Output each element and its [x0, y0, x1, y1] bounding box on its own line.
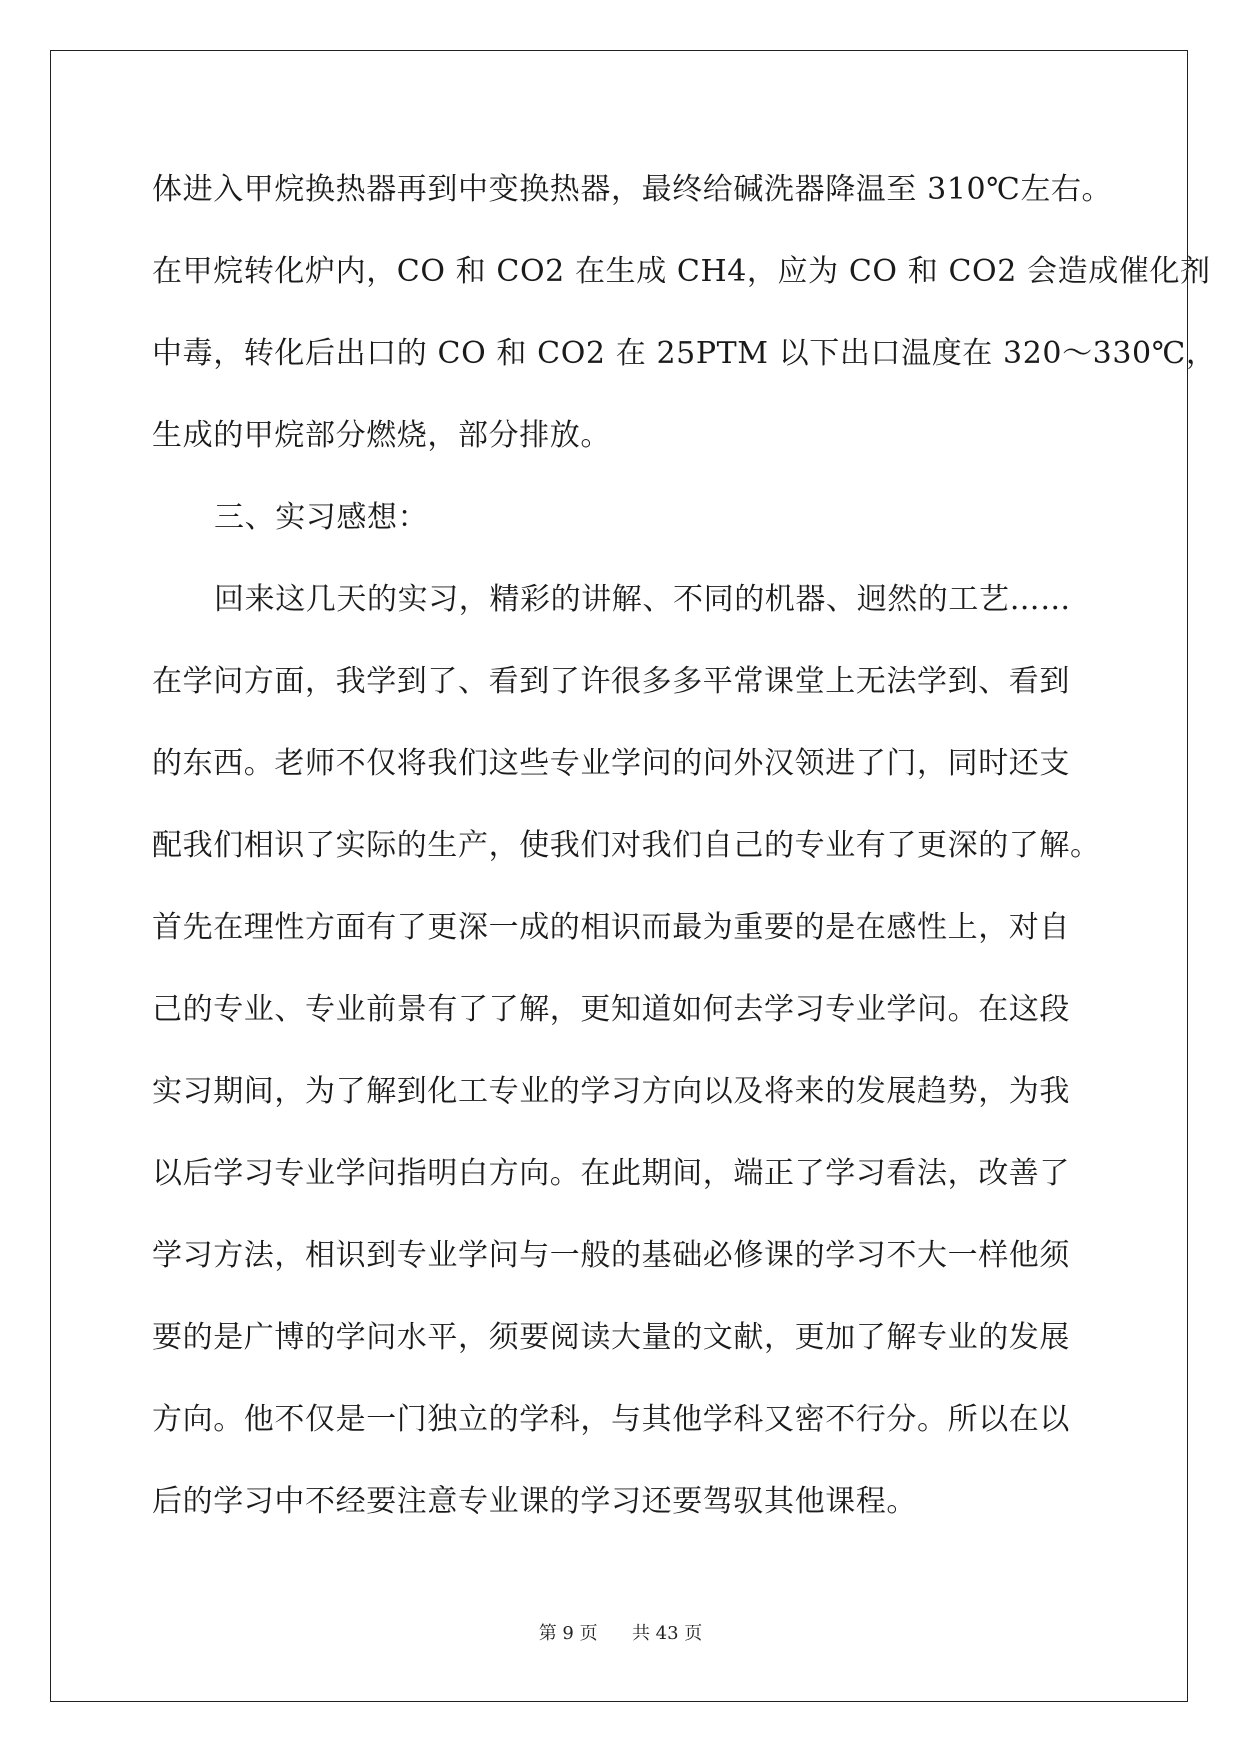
text-line: 的东西。老师不仅将我们这些专业学问的问外汉领进了门，同时还支 [152, 746, 1070, 781]
text-line: 后的学习中不经要注意专业课的学习还要驾驭其他课程。 [152, 1484, 917, 1519]
text-line: 在学问方面，我学到了、看到了许很多多平常课堂上无法学到、看到 [152, 664, 1070, 699]
text-line: 生成的甲烷部分燃烧，部分排放。 [152, 418, 611, 453]
text-line: 配我们相识了实际的生产，使我们对我们自己的专业有了更深的了解。 [152, 828, 1101, 863]
page-footer [0, 1623, 1241, 1645]
text-line: 要的是广博的学问水平，须要阅读大量的文献，更加了解专业的发展 [152, 1320, 1070, 1355]
page-number: 第 9 页 [538, 1623, 598, 1644]
text-line: 己的专业、专业前景有了了解，更知道如何去学习专业学问。在这段 [152, 992, 1070, 1027]
page-total: 共 43 页 [631, 1623, 703, 1644]
text-line: 以后学习专业学问指明白方向。在此期间，端正了学习看法，改善了 [152, 1156, 1070, 1191]
text-line: 首先在理性方面有了更深一成的相识而最为重要的是在感性上，对自 [152, 910, 1070, 945]
text-line: 学习方法，相识到专业学问与一般的基础必修课的学习不大一样他须 [152, 1238, 1070, 1273]
text-line: 在甲烷转化炉内，CO 和 CO2 在生成 CH4，应为 CO 和 CO2 会造成催化剂 [152, 254, 1211, 289]
text-line: 实习期间，为了解到化工专业的学习方向以及将来的发展趋势，为我 [152, 1074, 1070, 1109]
text-line: 方向。他不仅是一门独立的学科，与其他学科又密不行分。所以在以 [152, 1402, 1070, 1437]
page-border [50, 50, 1188, 1702]
text-line: 中毒，转化后出口的 CO 和 CO2 在 25PTM 以下出口温度在 320～330℃， [152, 336, 1217, 371]
section-heading: 三、实习感想： [214, 500, 429, 535]
text-line: 体进入甲烷换热器再到中变换热器，最终给碱洗器降温至 310℃左右。 [152, 172, 1113, 207]
paragraph-first-line: 回来这几天的实习，精彩的讲解、不同的机器、迥然的工艺…… [214, 582, 1071, 617]
